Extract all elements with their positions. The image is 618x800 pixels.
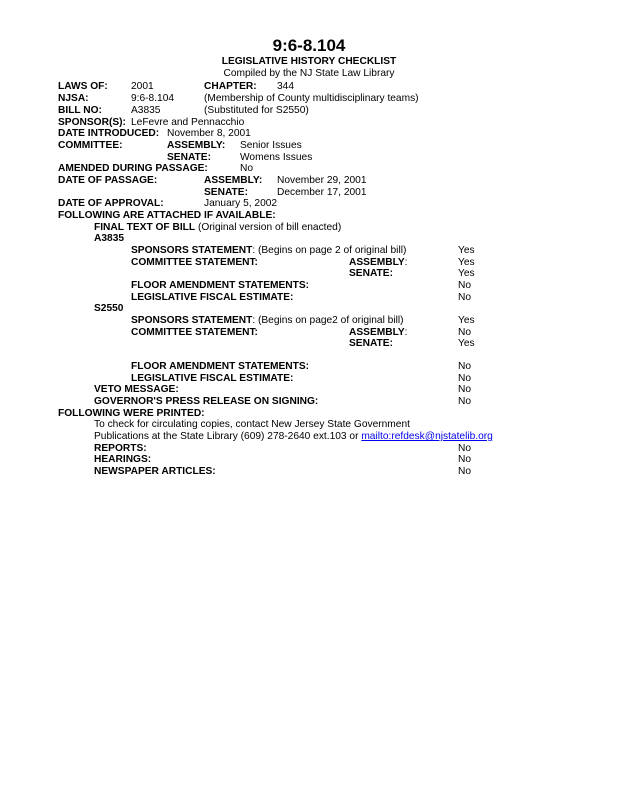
reports-value: No	[458, 443, 472, 454]
a3835-floor-value: No	[458, 280, 472, 291]
sponsors-label: SPONSOR(S):	[58, 117, 126, 128]
s2550-committee-label: COMMITTEE STATEMENT:	[131, 327, 258, 338]
compiled-by: Compiled by the NJ State Law Library	[223, 68, 395, 79]
a3835-sponsors-note: : (Begins on page 2 of original bill)	[252, 245, 407, 256]
committee-senate-label: SENATE:	[167, 152, 211, 163]
final-text-note: (Original version of bill enacted)	[197, 222, 342, 233]
s2550-floor-value: No	[458, 361, 472, 372]
hearings-value: No	[458, 454, 472, 465]
s2550-sponsors-label: SPONSORS STATEMENT	[131, 315, 253, 326]
date-approval-value: January 5, 2002	[204, 198, 278, 209]
a3835-floor-label: FLOOR AMENDMENT STATEMENTS:	[131, 280, 310, 291]
s2550-floor-label: FLOOR AMENDMENT STATEMENTS:	[131, 361, 310, 372]
amended-value: No	[240, 163, 254, 174]
printed-note-2-text: Publications at the State Library (609) 278-2640 ext.103 or	[94, 431, 362, 442]
final-text-line	[94, 222, 341, 234]
committee-label: COMMITTEE:	[58, 140, 123, 151]
hearings-label: HEARINGS:	[94, 454, 152, 465]
a3835-sponsors-label: SPONSORS STATEMENT	[131, 245, 253, 256]
chapter-label: CHAPTER:	[204, 81, 257, 92]
amended-label: AMENDED DURING PASSAGE:	[58, 163, 208, 174]
printed-note-2	[94, 431, 493, 443]
date-approval-label: DATE OF APPROVAL:	[58, 198, 164, 209]
committee-senate-value: Womens Issues	[240, 152, 313, 163]
s2550-sponsors-line	[131, 315, 404, 327]
a3835-assembly-value: Yes	[458, 257, 475, 268]
reports-label: REPORTS:	[94, 443, 147, 454]
a3835-assembly-label: ASSEMBLY	[349, 257, 405, 268]
s2550-assembly-label: ASSEMBLY	[349, 327, 405, 338]
njsa-value: 9:6-8.104	[131, 93, 175, 104]
committee-assembly-label: ASSEMBLY:	[167, 140, 226, 151]
bill-a3835-label: A3835	[94, 233, 125, 244]
printed-heading: FOLLOWING WERE PRINTED:	[58, 408, 205, 419]
bill-no-value: A3835	[131, 105, 161, 116]
bill-s2550-label: S2550	[94, 303, 124, 314]
bill-no-label: BILL NO:	[58, 105, 102, 116]
s2550-sponsors-value: Yes	[458, 315, 475, 326]
committee-assembly-value: Senior Issues	[240, 140, 302, 151]
printed-note-1: To check for circulating copies, contact New Jersey State Government	[94, 419, 410, 430]
press-release-label: GOVERNOR'S PRESS RELEASE ON SIGNING:	[94, 396, 319, 407]
a3835-sponsors-value: Yes	[458, 245, 475, 256]
s2550-assembly-value: No	[458, 327, 472, 338]
final-text-label: FINAL TEXT OF BILL	[94, 222, 196, 233]
njsa-description: (Membership of County multidisciplinary teams)	[204, 93, 419, 104]
laws-of-label: LAWS OF:	[58, 81, 108, 92]
veto-label: VETO MESSAGE:	[94, 384, 179, 395]
s2550-sponsors-note: : (Begins on page2 of original bill)	[252, 315, 404, 326]
date-passage-label: DATE OF PASSAGE:	[58, 175, 158, 186]
a3835-fiscal-value: No	[458, 292, 472, 303]
passage-senate-label: SENATE:	[204, 187, 248, 198]
laws-of-value: 2001	[131, 81, 154, 92]
page-title: 9:6-8.104	[272, 36, 346, 55]
newspaper-value: No	[458, 466, 472, 477]
a3835-assembly-colon: :	[404, 257, 408, 268]
a3835-senate-value: Yes	[458, 268, 475, 279]
newspaper-label: NEWSPAPER ARTICLES:	[94, 466, 216, 477]
s2550-fiscal-label: LEGISLATIVE FISCAL ESTIMATE:	[131, 373, 294, 384]
njsa-label: NJSA:	[58, 93, 89, 104]
s2550-senate-label: SENATE:	[349, 338, 393, 349]
bill-no-note: (Substituted for S2550)	[204, 105, 309, 116]
passage-assembly-label: ASSEMBLY:	[204, 175, 263, 186]
a3835-sponsors-line	[131, 245, 406, 257]
date-introduced-value: November 8, 2001	[167, 128, 251, 139]
passage-assembly-value: November 29, 2001	[277, 175, 367, 186]
attached-heading: FOLLOWING ARE ATTACHED IF AVAILABLE:	[58, 210, 276, 221]
date-introduced-label: DATE INTRODUCED:	[58, 128, 160, 139]
a3835-committee-label: COMMITTEE STATEMENT:	[131, 257, 258, 268]
veto-value: No	[458, 384, 472, 395]
passage-senate-value: December 17, 2001	[277, 187, 367, 198]
chapter-value: 344	[277, 81, 294, 92]
s2550-senate-value: Yes	[458, 338, 475, 349]
a3835-fiscal-label: LEGISLATIVE FISCAL ESTIMATE:	[131, 292, 294, 303]
refdesk-email-link[interactable]: mailto:refdesk@njstatelib.org	[361, 431, 493, 442]
press-release-value: No	[458, 396, 472, 407]
checklist-subtitle: LEGISLATIVE HISTORY CHECKLIST	[221, 56, 397, 67]
s2550-assembly-colon: :	[404, 327, 408, 338]
sponsors-value: LeFevre and Pennacchio	[131, 117, 245, 128]
a3835-senate-label: SENATE:	[349, 268, 393, 279]
s2550-fiscal-value: No	[458, 373, 472, 384]
